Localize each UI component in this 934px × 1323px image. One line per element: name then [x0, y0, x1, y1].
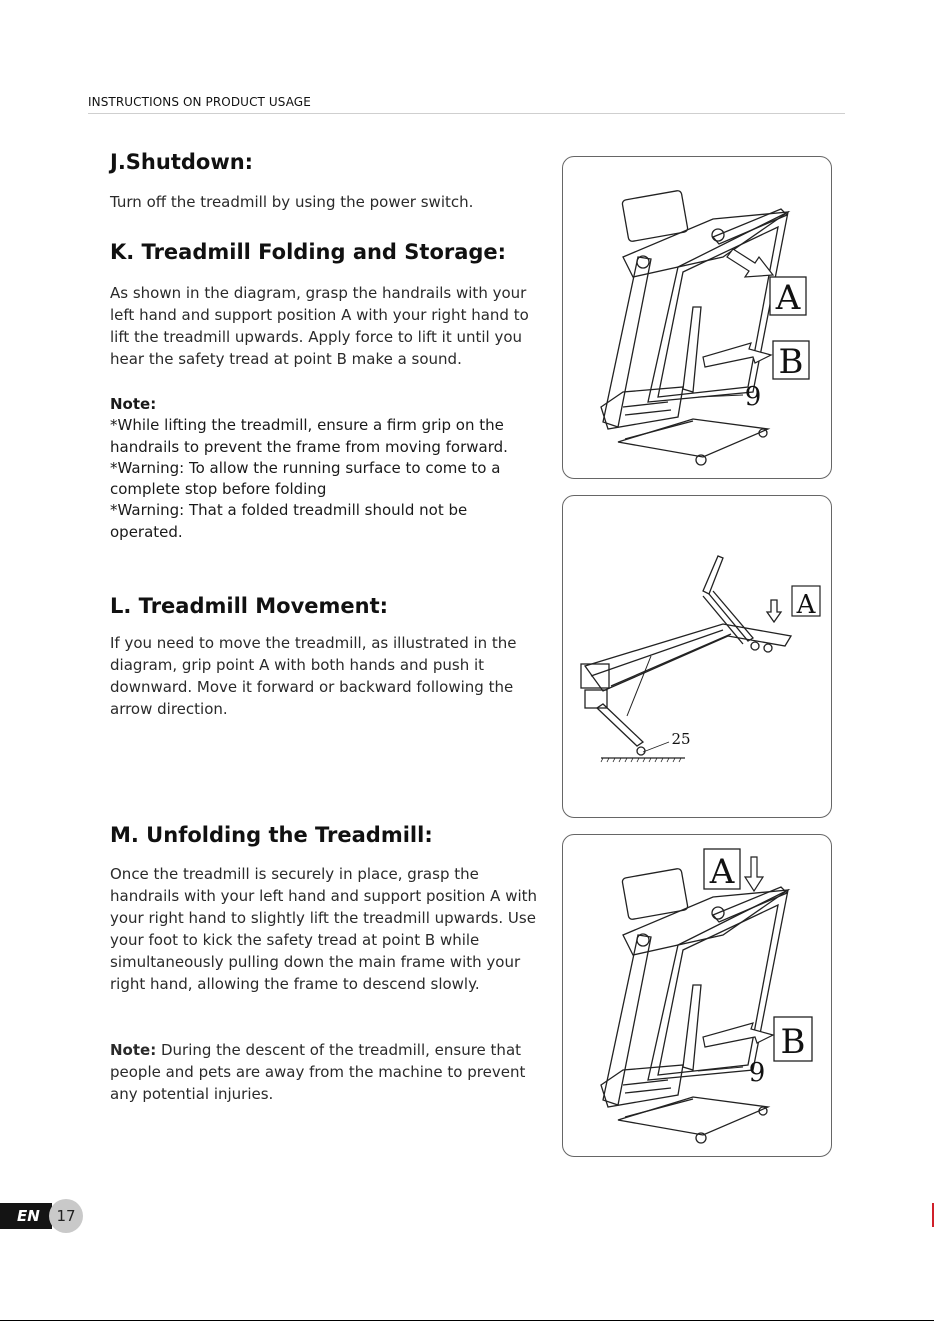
language-tab: EN: [0, 1203, 52, 1229]
folding-note-2: *Warning: To allow the running surface to come to a complete stop before folding: [110, 458, 501, 499]
heading-folding: K. Treadmill Folding and Storage:: [110, 240, 507, 264]
unfolding-diagram: [562, 834, 832, 1157]
part-number-label: 9: [744, 382, 762, 412]
arrow-a: [727, 249, 773, 277]
arrow-b: [703, 343, 771, 367]
arrow-a: [745, 857, 763, 891]
heading-shutdown: J.Shutdown:: [110, 150, 254, 174]
console-display: [703, 556, 723, 594]
right-upright: [683, 307, 701, 392]
unfolding-note-text: During the descent of the treadmill, ensure that people and pets are away from the machine to prevent any potential injuries.: [110, 1041, 526, 1103]
heading-movement: L. Treadmill Movement:: [110, 594, 389, 618]
arrow-down: [767, 600, 781, 622]
support-leg: [597, 704, 643, 746]
movement-text: If you need to move the treadmill, as illustrated in the diagram, grip point A with both hands and push it downward. Move it forward or backward following the arrow direction.: [110, 634, 517, 718]
arrow-b: [703, 1023, 773, 1047]
movement-diagram: [562, 495, 832, 818]
label-a: A: [775, 278, 801, 318]
label-a: A: [796, 590, 816, 620]
label-b: B: [778, 342, 804, 382]
unfolding-note-label: Note:: [110, 1041, 157, 1059]
folding-note-1: *While lifting the treadmill, ensure a firm grip on the handrails to prevent the frame from moving forward.: [110, 416, 508, 456]
heading-unfolding: M. Unfolding the Treadmill:: [110, 823, 433, 847]
base-frame: [618, 419, 768, 457]
tilted-deck: [585, 624, 791, 691]
movement-illustration: [563, 496, 832, 818]
console: [623, 890, 788, 955]
folding-illustration: [563, 157, 832, 479]
folding-notes: [110, 394, 540, 543]
right-upright: [683, 985, 701, 1070]
shutdown-text: Turn off the treadmill by using the power switch.: [110, 193, 474, 211]
bottom-rule: [0, 1320, 934, 1321]
page-header: INSTRUCTIONS ON PRODUCT USAGE: [88, 95, 845, 114]
folding-diagram: [562, 156, 832, 479]
folding-text: As shown in the diagram, grasp the handrails with your left hand and support position A with your right hand to lift the treadmill upwards. Apply force to lift it until you hear the safety tread at point B make a sound.: [110, 284, 529, 368]
folding-note-label: Note:: [110, 395, 157, 413]
part-number-label: 9: [748, 1058, 766, 1088]
unfolding-text: Once the treadmill is securely in place, grasp the handrails with your left hand and support position A with your right hand to slightly lift the treadmill upwards. Use your foot to kick the safety tread at point B while simultaneously pulling down the main frame with your right hand, allowing the frame to descend slowly.: [110, 865, 538, 993]
label-b: B: [780, 1022, 806, 1062]
unfolding-illustration: [563, 835, 832, 1157]
label-a: A: [709, 852, 735, 892]
upright-arm: [709, 591, 753, 641]
base-frame: [618, 1097, 768, 1135]
page-number: 17: [49, 1199, 83, 1233]
rear-end: [581, 664, 609, 688]
part-number-label: 25: [671, 730, 691, 748]
folding-note-3: *Warning: That a folded treadmill should not be operated.: [110, 501, 468, 541]
unfolding-note: [110, 1039, 540, 1105]
